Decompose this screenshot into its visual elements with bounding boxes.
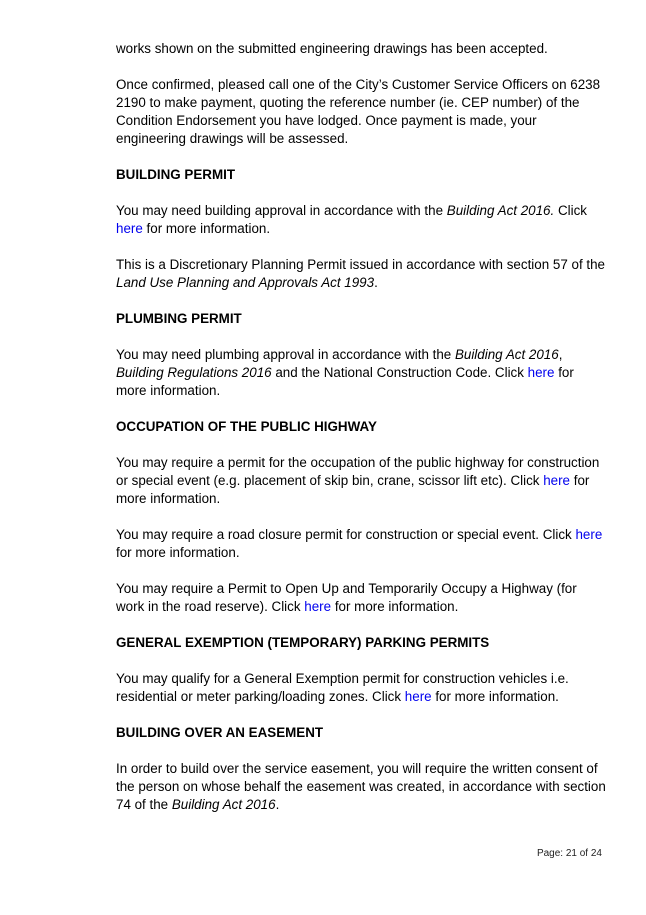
act-citation: Building Act 2016 bbox=[454, 347, 559, 362]
intro-paragraph-1 bbox=[116, 40, 608, 58]
body-text: . bbox=[275, 797, 280, 812]
section-heading-public-highway: OCCUPATION OF THE PUBLIC HIGHWAY bbox=[116, 419, 377, 434]
building-permit-paragraph-1 bbox=[116, 202, 608, 238]
body-text: You may need plumbing approval in accordance with the bbox=[116, 347, 455, 362]
easement-paragraph-1 bbox=[116, 760, 608, 814]
body-text: for more information. bbox=[116, 545, 240, 560]
body-text: for more information. bbox=[142, 221, 271, 236]
act-citation: Land Use Planning and Approvals Act 1993 bbox=[116, 275, 375, 290]
body-text: Click bbox=[554, 203, 587, 218]
building-permit-here-link[interactable]: here bbox=[116, 221, 143, 236]
body-text: for more information. bbox=[116, 473, 590, 506]
act-citation: Building Act 2016. bbox=[446, 203, 555, 218]
body-text: and the National Construction Code. Click bbox=[271, 365, 528, 380]
public-highway-paragraph-1 bbox=[116, 454, 608, 508]
body-text: for more information. bbox=[431, 689, 559, 704]
body-text: for more information. bbox=[116, 365, 574, 398]
public-highway-paragraph-3 bbox=[116, 580, 608, 616]
body-text: You may need building approval in accordance with the bbox=[116, 203, 447, 218]
document-page bbox=[116, 40, 608, 814]
intro-text: Once confirmed, pleased call one of the City’s Customer Service Officers on 6238 2190 to make payment, quoting the reference number (ie. CEP number) of the Condition Endorsement you have lodged. Once payment is made, your engineering drawings will be assessed. bbox=[116, 77, 601, 146]
section-heading-plumbing-permit: PLUMBING PERMIT bbox=[116, 311, 242, 326]
open-up-highway-here-link[interactable]: here bbox=[304, 599, 332, 614]
body-text: In order to build over the service easement, you will require the written consent of the person on whose behalf the easement was created, in accordance with section 74 of the bbox=[116, 761, 606, 812]
section-heading-parking-permits: GENERAL EXEMPTION (TEMPORARY) PARKING PERMITS bbox=[116, 635, 490, 650]
occupation-permit-here-link[interactable]: here bbox=[543, 473, 570, 488]
intro-text: works shown on the submitted engineering drawings has been accepted. bbox=[116, 41, 548, 56]
parking-permits-paragraph-1 bbox=[116, 670, 608, 706]
body-text: You may require a Permit to Open Up and Temporarily Occupy a Highway (for work in the road reserve). Click bbox=[116, 581, 577, 614]
page-number: Page: 21 of 24 bbox=[536, 848, 602, 859]
section-heading-building-permit: BUILDING PERMIT bbox=[116, 167, 236, 182]
intro-paragraph-2 bbox=[116, 76, 608, 148]
body-text: . bbox=[374, 275, 378, 290]
body-text: This is a Discretionary Planning Permit issued in accordance with section 57 of the bbox=[116, 257, 605, 272]
body-text: , bbox=[558, 347, 563, 362]
body-text: You may qualify for a General Exemption permit for construction vehicles i.e. residential or meter parking/loading zones. Click bbox=[116, 671, 569, 704]
body-text: You may require a permit for the occupation of the public highway for construction or special event (e.g. placement of skip bin, crane, scissor lift etc). Click bbox=[116, 455, 600, 488]
body-text: for more information. bbox=[331, 599, 459, 614]
act-citation: Building Regulations 2016 bbox=[116, 365, 272, 380]
plumbing-permit-paragraph-1 bbox=[116, 346, 608, 400]
building-permit-paragraph-2 bbox=[116, 256, 608, 292]
body-text: You may require a road closure permit for construction or special event. Click bbox=[116, 527, 576, 542]
plumbing-permit-here-link[interactable]: here bbox=[527, 365, 555, 380]
act-citation: Building Act 2016 bbox=[171, 797, 276, 812]
road-closure-here-link[interactable]: here bbox=[575, 527, 603, 542]
section-heading-easement: BUILDING OVER AN EASEMENT bbox=[116, 725, 324, 740]
public-highway-paragraph-2 bbox=[116, 526, 608, 562]
parking-permit-here-link[interactable]: here bbox=[404, 689, 432, 704]
